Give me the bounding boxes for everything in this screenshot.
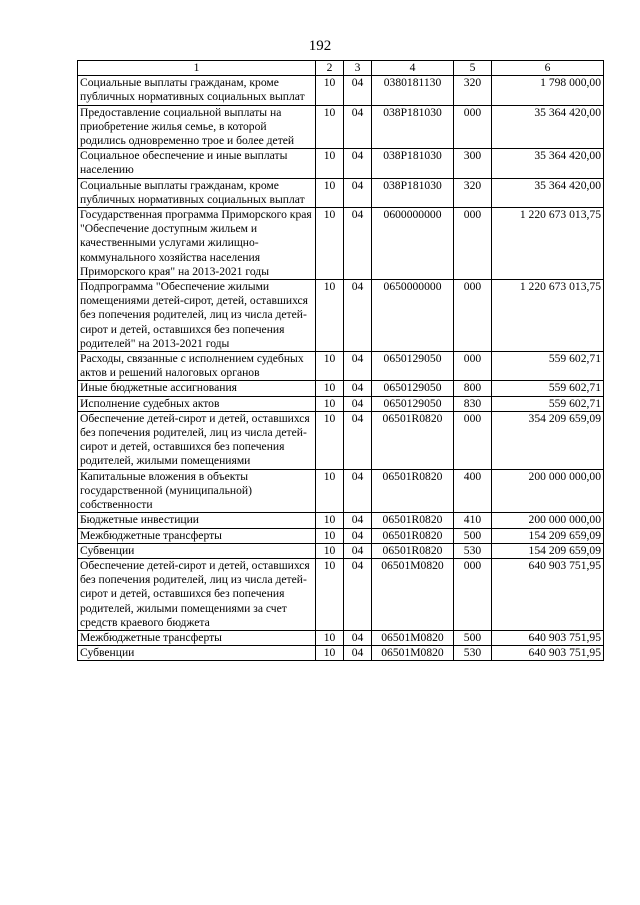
section-code-cell: 10 (316, 543, 344, 558)
column-header-6: 6 (492, 61, 604, 76)
subsection-code-cell: 04 (344, 543, 372, 558)
section-code-cell: 10 (316, 105, 344, 149)
table-row (78, 411, 604, 469)
table-row (78, 396, 604, 411)
amount-cell: 154 209 659,09 (492, 528, 604, 543)
subsection-code-cell: 04 (344, 396, 372, 411)
amount-cell: 1 220 673 013,75 (492, 280, 604, 352)
subsection-code-cell: 04 (344, 630, 372, 645)
item-name-cell: Субвенции (78, 543, 316, 558)
table-row (78, 630, 604, 645)
column-header-5: 5 (454, 61, 492, 76)
amount-cell: 640 903 751,95 (492, 630, 604, 645)
header-row (78, 61, 604, 76)
target-article-cell: 06501R0820 (372, 513, 454, 528)
target-article-cell: 038P181030 (372, 105, 454, 149)
target-article-cell: 0650129050 (372, 352, 454, 381)
subsection-code-cell: 04 (344, 208, 372, 280)
subsection-code-cell: 04 (344, 149, 372, 178)
item-name-cell: Социальные выплаты гражданам, кроме публичных нормативных социальных выплат (78, 178, 316, 207)
section-code-cell: 10 (316, 149, 344, 178)
table-row (78, 513, 604, 528)
amount-cell: 35 364 420,00 (492, 178, 604, 207)
table-row (78, 178, 604, 207)
item-name-cell: Межбюджетные трансферты (78, 528, 316, 543)
budget-table (77, 60, 604, 661)
item-name-cell: Обеспечение детей-сирот и детей, оставшихся без попечения родителей, лиц из числа детей-сирот и детей, оставшихся без попечения родителей, жилыми помещениями (78, 411, 316, 469)
expense-type-cell: 000 (454, 411, 492, 469)
subsection-code-cell: 04 (344, 352, 372, 381)
amount-cell: 640 903 751,95 (492, 558, 604, 630)
amount-cell: 35 364 420,00 (492, 105, 604, 149)
table-row (78, 469, 604, 513)
table-row (78, 280, 604, 352)
table-row (78, 646, 604, 661)
amount-cell: 200 000 000,00 (492, 469, 604, 513)
expense-type-cell: 000 (454, 105, 492, 149)
expense-type-cell: 000 (454, 208, 492, 280)
expense-type-cell: 500 (454, 528, 492, 543)
subsection-code-cell: 04 (344, 280, 372, 352)
item-name-cell: Государственная программа Приморского края "Обеспечение доступным жильем и качественными услугами жилищно-коммунального хозяйства населения Приморского края" на 2013-2021 годы (78, 208, 316, 280)
expense-type-cell: 500 (454, 630, 492, 645)
section-code-cell: 10 (316, 178, 344, 207)
table-row (78, 208, 604, 280)
subsection-code-cell: 04 (344, 469, 372, 513)
section-code-cell: 10 (316, 411, 344, 469)
table-row (78, 149, 604, 178)
target-article-cell: 06501R0820 (372, 528, 454, 543)
item-name-cell: Бюджетные инвестиции (78, 513, 316, 528)
expense-type-cell: 000 (454, 280, 492, 352)
table-row (78, 528, 604, 543)
item-name-cell: Расходы, связанные с исполнением судебных актов и решений налоговых органов (78, 352, 316, 381)
table-row (78, 558, 604, 630)
item-name-cell: Иные бюджетные ассигнования (78, 381, 316, 396)
subsection-code-cell: 04 (344, 558, 372, 630)
expense-type-cell: 410 (454, 513, 492, 528)
target-article-cell: 06501M0820 (372, 646, 454, 661)
subsection-code-cell: 04 (344, 76, 372, 105)
expense-type-cell: 530 (454, 543, 492, 558)
section-code-cell: 10 (316, 630, 344, 645)
item-name-cell: Исполнение судебных актов (78, 396, 316, 411)
section-code-cell: 10 (316, 646, 344, 661)
expense-type-cell: 320 (454, 76, 492, 105)
target-article-cell: 0650129050 (372, 396, 454, 411)
table-row (78, 352, 604, 381)
subsection-code-cell: 04 (344, 528, 372, 543)
expense-type-cell: 000 (454, 558, 492, 630)
item-name-cell: Социальное обеспечение и иные выплаты населению (78, 149, 316, 178)
amount-cell: 559 602,71 (492, 396, 604, 411)
section-code-cell: 10 (316, 76, 344, 105)
item-name-cell: Социальные выплаты гражданам, кроме публичных нормативных социальных выплат (78, 76, 316, 105)
amount-cell: 154 209 659,09 (492, 543, 604, 558)
expense-type-cell: 530 (454, 646, 492, 661)
item-name-cell: Подпрограмма "Обеспечение жилыми помещениями детей-сирот, детей, оставшихся без попечения родителей, лиц из числа детей-сирот и детей, оставшихся без попечения родителей" на 2013-2021 годы (78, 280, 316, 352)
section-code-cell: 10 (316, 558, 344, 630)
amount-cell: 200 000 000,00 (492, 513, 604, 528)
target-article-cell: 06501R0820 (372, 543, 454, 558)
expense-type-cell: 320 (454, 178, 492, 207)
section-code-cell: 10 (316, 396, 344, 411)
section-code-cell: 10 (316, 469, 344, 513)
expense-type-cell: 400 (454, 469, 492, 513)
subsection-code-cell: 04 (344, 381, 372, 396)
table-row (78, 105, 604, 149)
target-article-cell: 06501R0820 (372, 469, 454, 513)
subsection-code-cell: 04 (344, 513, 372, 528)
amount-cell: 1 220 673 013,75 (492, 208, 604, 280)
section-code-cell: 10 (316, 513, 344, 528)
expense-type-cell: 800 (454, 381, 492, 396)
target-article-cell: 038P181030 (372, 149, 454, 178)
expense-type-cell: 300 (454, 149, 492, 178)
section-code-cell: 10 (316, 208, 344, 280)
table-row (78, 76, 604, 105)
target-article-cell: 0600000000 (372, 208, 454, 280)
column-header-3: 3 (344, 61, 372, 76)
expense-type-cell: 830 (454, 396, 492, 411)
amount-cell: 1 798 000,00 (492, 76, 604, 105)
table-row (78, 381, 604, 396)
subsection-code-cell: 04 (344, 411, 372, 469)
item-name-cell: Предоставление социальной выплаты на приобретение жилья семье, в которой родились одновременно трое и более детей (78, 105, 316, 149)
table-row (78, 543, 604, 558)
amount-cell: 354 209 659,09 (492, 411, 604, 469)
section-code-cell: 10 (316, 528, 344, 543)
section-code-cell: 10 (316, 352, 344, 381)
target-article-cell: 06501M0820 (372, 558, 454, 630)
amount-cell: 640 903 751,95 (492, 646, 604, 661)
item-name-cell: Капитальные вложения в объекты государственной (муниципальной) собственности (78, 469, 316, 513)
subsection-code-cell: 04 (344, 105, 372, 149)
target-article-cell: 0650000000 (372, 280, 454, 352)
amount-cell: 559 602,71 (492, 381, 604, 396)
expense-type-cell: 000 (454, 352, 492, 381)
target-article-cell: 06501R0820 (372, 411, 454, 469)
column-header-2: 2 (316, 61, 344, 76)
page-number: 192 (308, 38, 332, 54)
section-code-cell: 10 (316, 381, 344, 396)
item-name-cell: Обеспечение детей-сирот и детей, оставшихся без попечения родителей, лиц из числа детей-сирот и детей, оставшихся без попечения родителей, жилыми помещениями за счет средств краевого бюджета (78, 558, 316, 630)
target-article-cell: 06501M0820 (372, 630, 454, 645)
table-header (78, 61, 604, 76)
subsection-code-cell: 04 (344, 178, 372, 207)
table-body (78, 76, 604, 661)
subsection-code-cell: 04 (344, 646, 372, 661)
amount-cell: 35 364 420,00 (492, 149, 604, 178)
column-header-1: 1 (78, 61, 316, 76)
target-article-cell: 0650129050 (372, 381, 454, 396)
target-article-cell: 038P181030 (372, 178, 454, 207)
item-name-cell: Межбюджетные трансферты (78, 630, 316, 645)
section-code-cell: 10 (316, 280, 344, 352)
column-header-4: 4 (372, 61, 454, 76)
item-name-cell: Субвенции (78, 646, 316, 661)
target-article-cell: 0380181130 (372, 76, 454, 105)
amount-cell: 559 602,71 (492, 352, 604, 381)
